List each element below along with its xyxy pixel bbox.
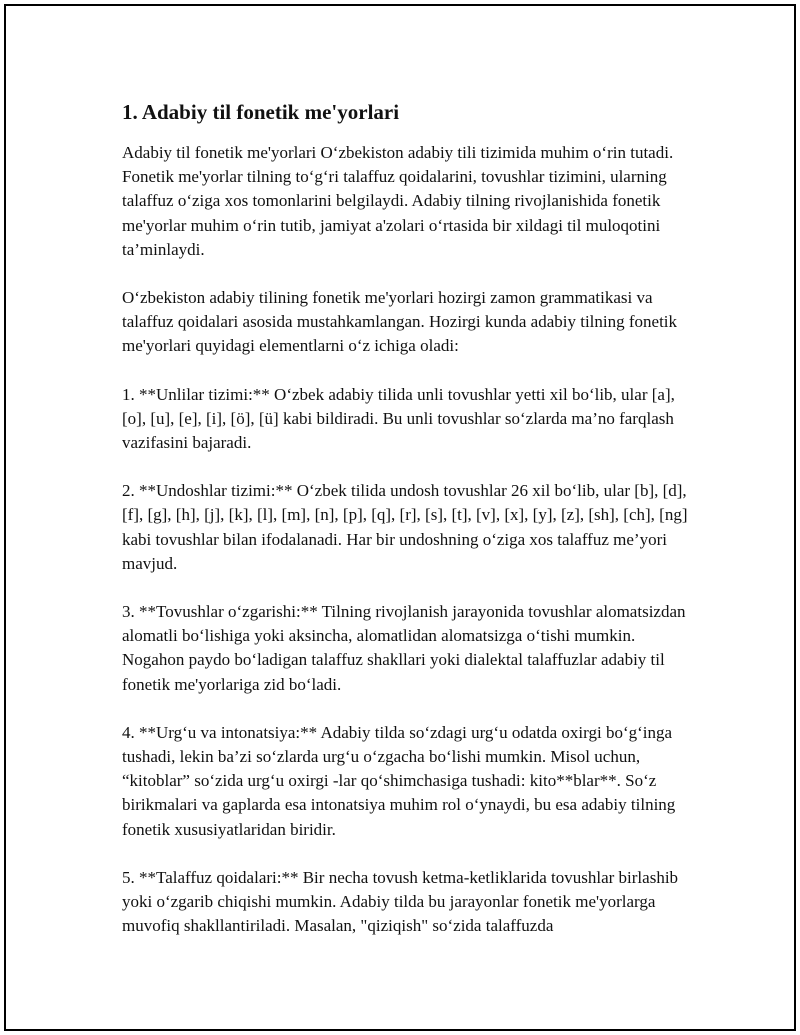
- document-body: [122, 98, 694, 962]
- paragraph-sound-changes: 3. **Tovushlar o‘zgarishi:** Tilning rivojlanish jarayonida tovushlar alomatsizdan alomatli bo‘lishiga yoki aksincha, alomatlidan alomatsizga o‘tishi mumkin. Nogahon paydo bo‘ladigan talaffuz shakllari yoki dialektal talaffuzlar adabiy til fonetik me'yorlariga zid bo‘ladi.: [122, 602, 686, 694]
- paragraph-stress-intonation: 4. **Urg‘u va intonatsiya:** Adabiy tilda so‘zdagi urg‘u odatda oxirgi bo‘g‘inga tushadi, lekin ba’zi so‘zlarda urg‘u o‘zgacha bo‘lishi mumkin. Misol uchun, “kitoblar” so‘zida urg‘u oxirgi -lar qo‘shimchasiga tushadi: kito**blar**. So‘z birikmalari va gaplarda esa intonatsiya muhim rol o‘ynaydi, bu esa adabiy tilning fonetik xususiyatlaridan biridir.: [122, 722, 676, 839]
- paragraph-overview: O‘zbekiston adabiy tilining fonetik me'yorlari hozirgi zamon grammatikasi va talaffuz qoidalari asosida mustahkamlangan. Hozirgi kunda adabiy tilning fonetik me'yorlari quyidagi elementlarni o‘z ichiga oladi:: [122, 288, 678, 356]
- paragraph-intro: Adabiy til fonetik me'yorlari O‘zbekiston adabiy tili tizimida muhim o‘rin tutadi. Fonetik me'yorlar tilning to‘g‘ri talaffuz qoidalarini, tovushlar tizimini, ularning talaffuz o‘ziga xos tomonlarini belgilaydi. Adabiy tilning rivojlanishida fonetik me'yorlar muhim o‘rin tutib, jamiyat a'zolari o‘rtasida bir xildagi til muloqotini ta’minlaydi.: [122, 143, 674, 259]
- paragraph-pronunciation-rules: 5. **Talaffuz qoidalari:** Bir necha tovush ketma-ketliklarida tovushlar birlashib yoki o‘zgarib chiqishi mumkin. Adabiy tilda bu jarayonlar fonetik me'yorlarga muvofiq shakllantiriladi. Masalan, "qiziqish" so‘zida talaffuzda: [122, 867, 679, 936]
- paragraph-vowel-system: 1. **Unlilar tizimi:** O‘zbek adabiy tilida unli tovushlar yetti xil bo‘lib, ular [a], [o], [u], [e], [i], [ö], [ü] kabi bildiradi. Bu unli tovushlar so‘zlarda ma’no farqlash vazifasini bajaradi.: [122, 384, 675, 453]
- paragraph-consonant-system: 2. **Undoshlar tizimi:** O‘zbek tilida undosh tovushlar 26 xil bo‘lib, ular [b], [d], [f], [g], [h], [j], [k], [l], [m], [n], [p], [q], [r], [s], [t], [v], [x], [y], [z], [sh], [ch], [ng] kabi tovushlar bilan ifodalanadi. Har bir undoshning o‘ziga xos talaffuz me’yori mavjud.: [122, 481, 688, 573]
- page-frame: [4, 4, 796, 1031]
- section-heading: 1. Adabiy til fonetik me'yorlari: [122, 100, 400, 124]
